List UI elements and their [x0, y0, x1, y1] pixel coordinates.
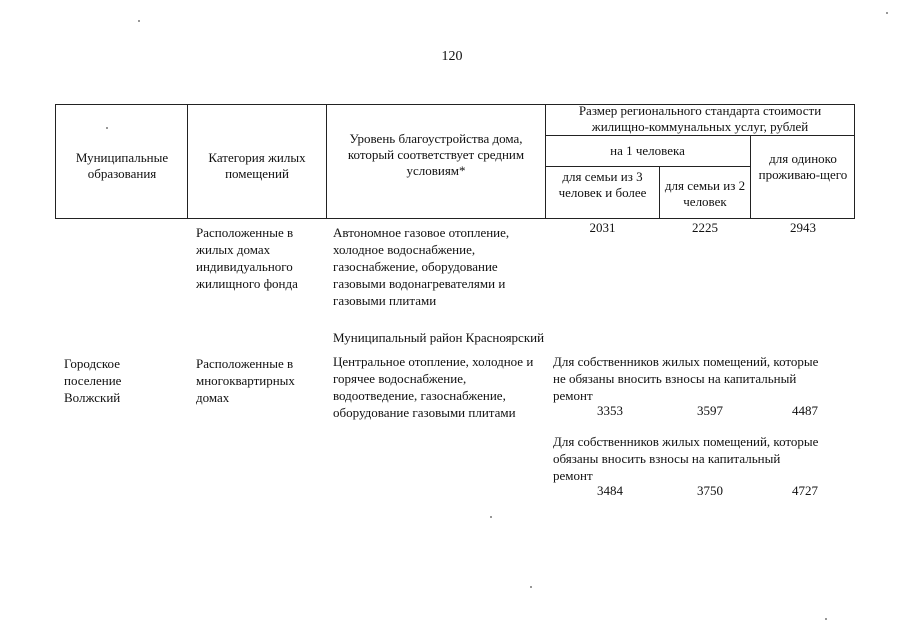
header-family-3: для семьи из 3 человек и более [558, 169, 647, 200]
header-family-2: для семьи из 2 человек [664, 178, 746, 209]
row2-note-obliged: Для собственников жилых помещений, которые обязаны вносить взносы на капитальный ремонт [553, 434, 819, 483]
header-level: Уровень благоустройства дома, который соответствует средним условиям* [347, 131, 525, 178]
row2-category: Расположенные в многоквартирных домах [196, 356, 295, 405]
row1-level: Автономное газовое отопление, холодное водоснабжение, газоснабжение, оборудование газовыми водонагревателями и газовыми плитами [333, 225, 510, 308]
row2-municipality: Городское поселение Волжский [64, 356, 122, 405]
row1-family2-value: 2225 [692, 220, 718, 235]
row2-b-family2-value: 3750 [697, 483, 723, 498]
row1-single-value: 2943 [790, 220, 816, 235]
header-category: Категория жилых помещений [208, 150, 306, 181]
header-municipality: Муниципальные образования [75, 150, 169, 181]
row2-a-single-value: 4487 [792, 403, 818, 418]
row2-b-single-value: 4727 [792, 483, 818, 498]
row2-b-family3-value: 3484 [597, 483, 623, 498]
page-number: 120 [441, 49, 463, 64]
row2-level: Центральное отопление, холодное и горячее водоснабжение, водоотведение, газоснабжение, оборудование газовыми плитами [333, 354, 534, 420]
row1-family3-value: 2031 [589, 220, 616, 235]
header-single: для одиноко проживаю-щего [758, 151, 848, 182]
header-standard-size: Размер регионального стандарта стоимости жилищно-коммунальных услуг, рублей [578, 103, 822, 134]
row1-category: Расположенные в жилых домах индивидуального жилищного фонда [196, 225, 298, 291]
row2-a-family2-value: 3597 [697, 403, 723, 418]
row2-a-family3-value: 3353 [597, 403, 623, 418]
row2-note-not-obliged: Для собственников жилых помещений, которые не обязаны вносить взносы на капитальный ремонт [553, 354, 819, 403]
header-per-person: на 1 человека [610, 143, 685, 158]
district-heading: Муниципальный район Красноярский [333, 330, 545, 345]
